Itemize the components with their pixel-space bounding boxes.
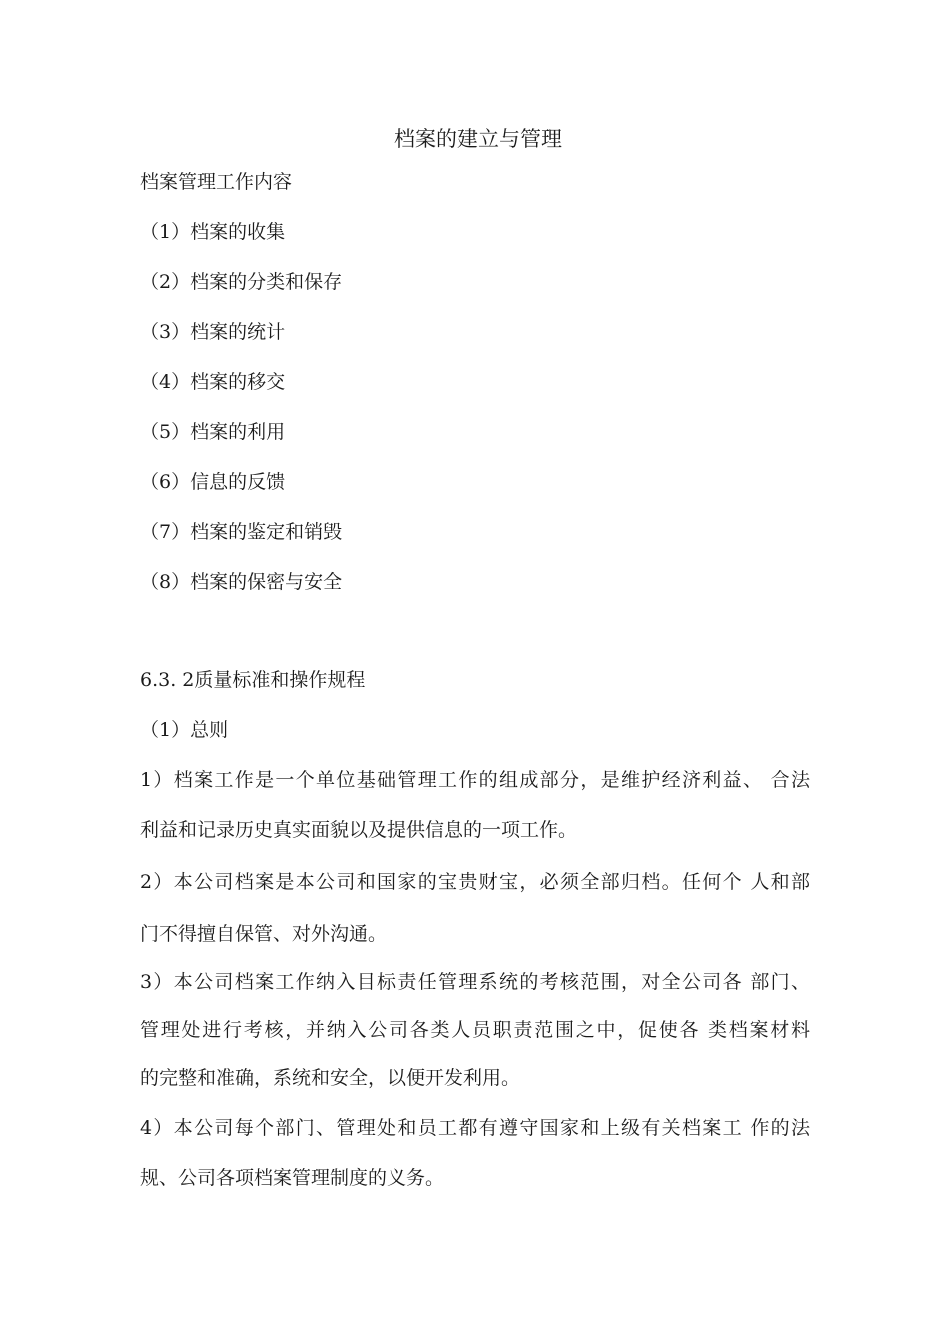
section-heading: 档案管理工作内容 [140,171,293,193]
list-item: （8）档案的保密与安全 [140,571,343,593]
list-item: （7）档案的鉴定和销毁 [140,521,343,543]
document-title: 档案的建立与管理 [394,127,562,151]
list-item: （3）档案的统计 [140,321,286,343]
list-item: （6）信息的反馈 [140,471,286,493]
general-heading: （1）总则 [140,719,229,741]
paragraph-line: 规、公司各项档案管理制度的义务。 [140,1167,445,1189]
list-item: （5）档案的利用 [140,421,286,443]
paragraph-line: 3）本公司档案工作纳入目标责任管理系统的考核范围，对全公司各 部门、 [140,971,810,993]
list-item: （2）档案的分类和保存 [140,271,343,293]
subsection-heading: 6.3. 2质量标准和操作规程 [140,669,366,691]
paragraph-line: 利益和记录历史真实面貌以及提供信息的一项工作。 [140,819,578,841]
paragraph-line: 的完整和准确，系统和安全，以便开发利用。 [140,1067,521,1089]
paragraph-line: 管理处进行考核，并纳入公司各类人员职责范围之中，促使各 类档案材料 [140,1019,810,1041]
paragraph-line: 门不得擅自保管、对外沟通。 [140,923,388,945]
paragraph-line: 1）档案工作是一个单位基础管理工作的组成部分，是维护经济利益、 合法 [140,769,810,791]
paragraph-line: 4）本公司每个部门、管理处和员工都有遵守国家和上级有关档案工 作的法 [140,1117,810,1139]
list-item: （4）档案的移交 [140,371,286,393]
list-item: （1）档案的收集 [140,221,286,243]
paragraph-line: 2）本公司档案是本公司和国家的宝贵财宝，必须全部归档。任何个 人和部 [140,871,810,893]
